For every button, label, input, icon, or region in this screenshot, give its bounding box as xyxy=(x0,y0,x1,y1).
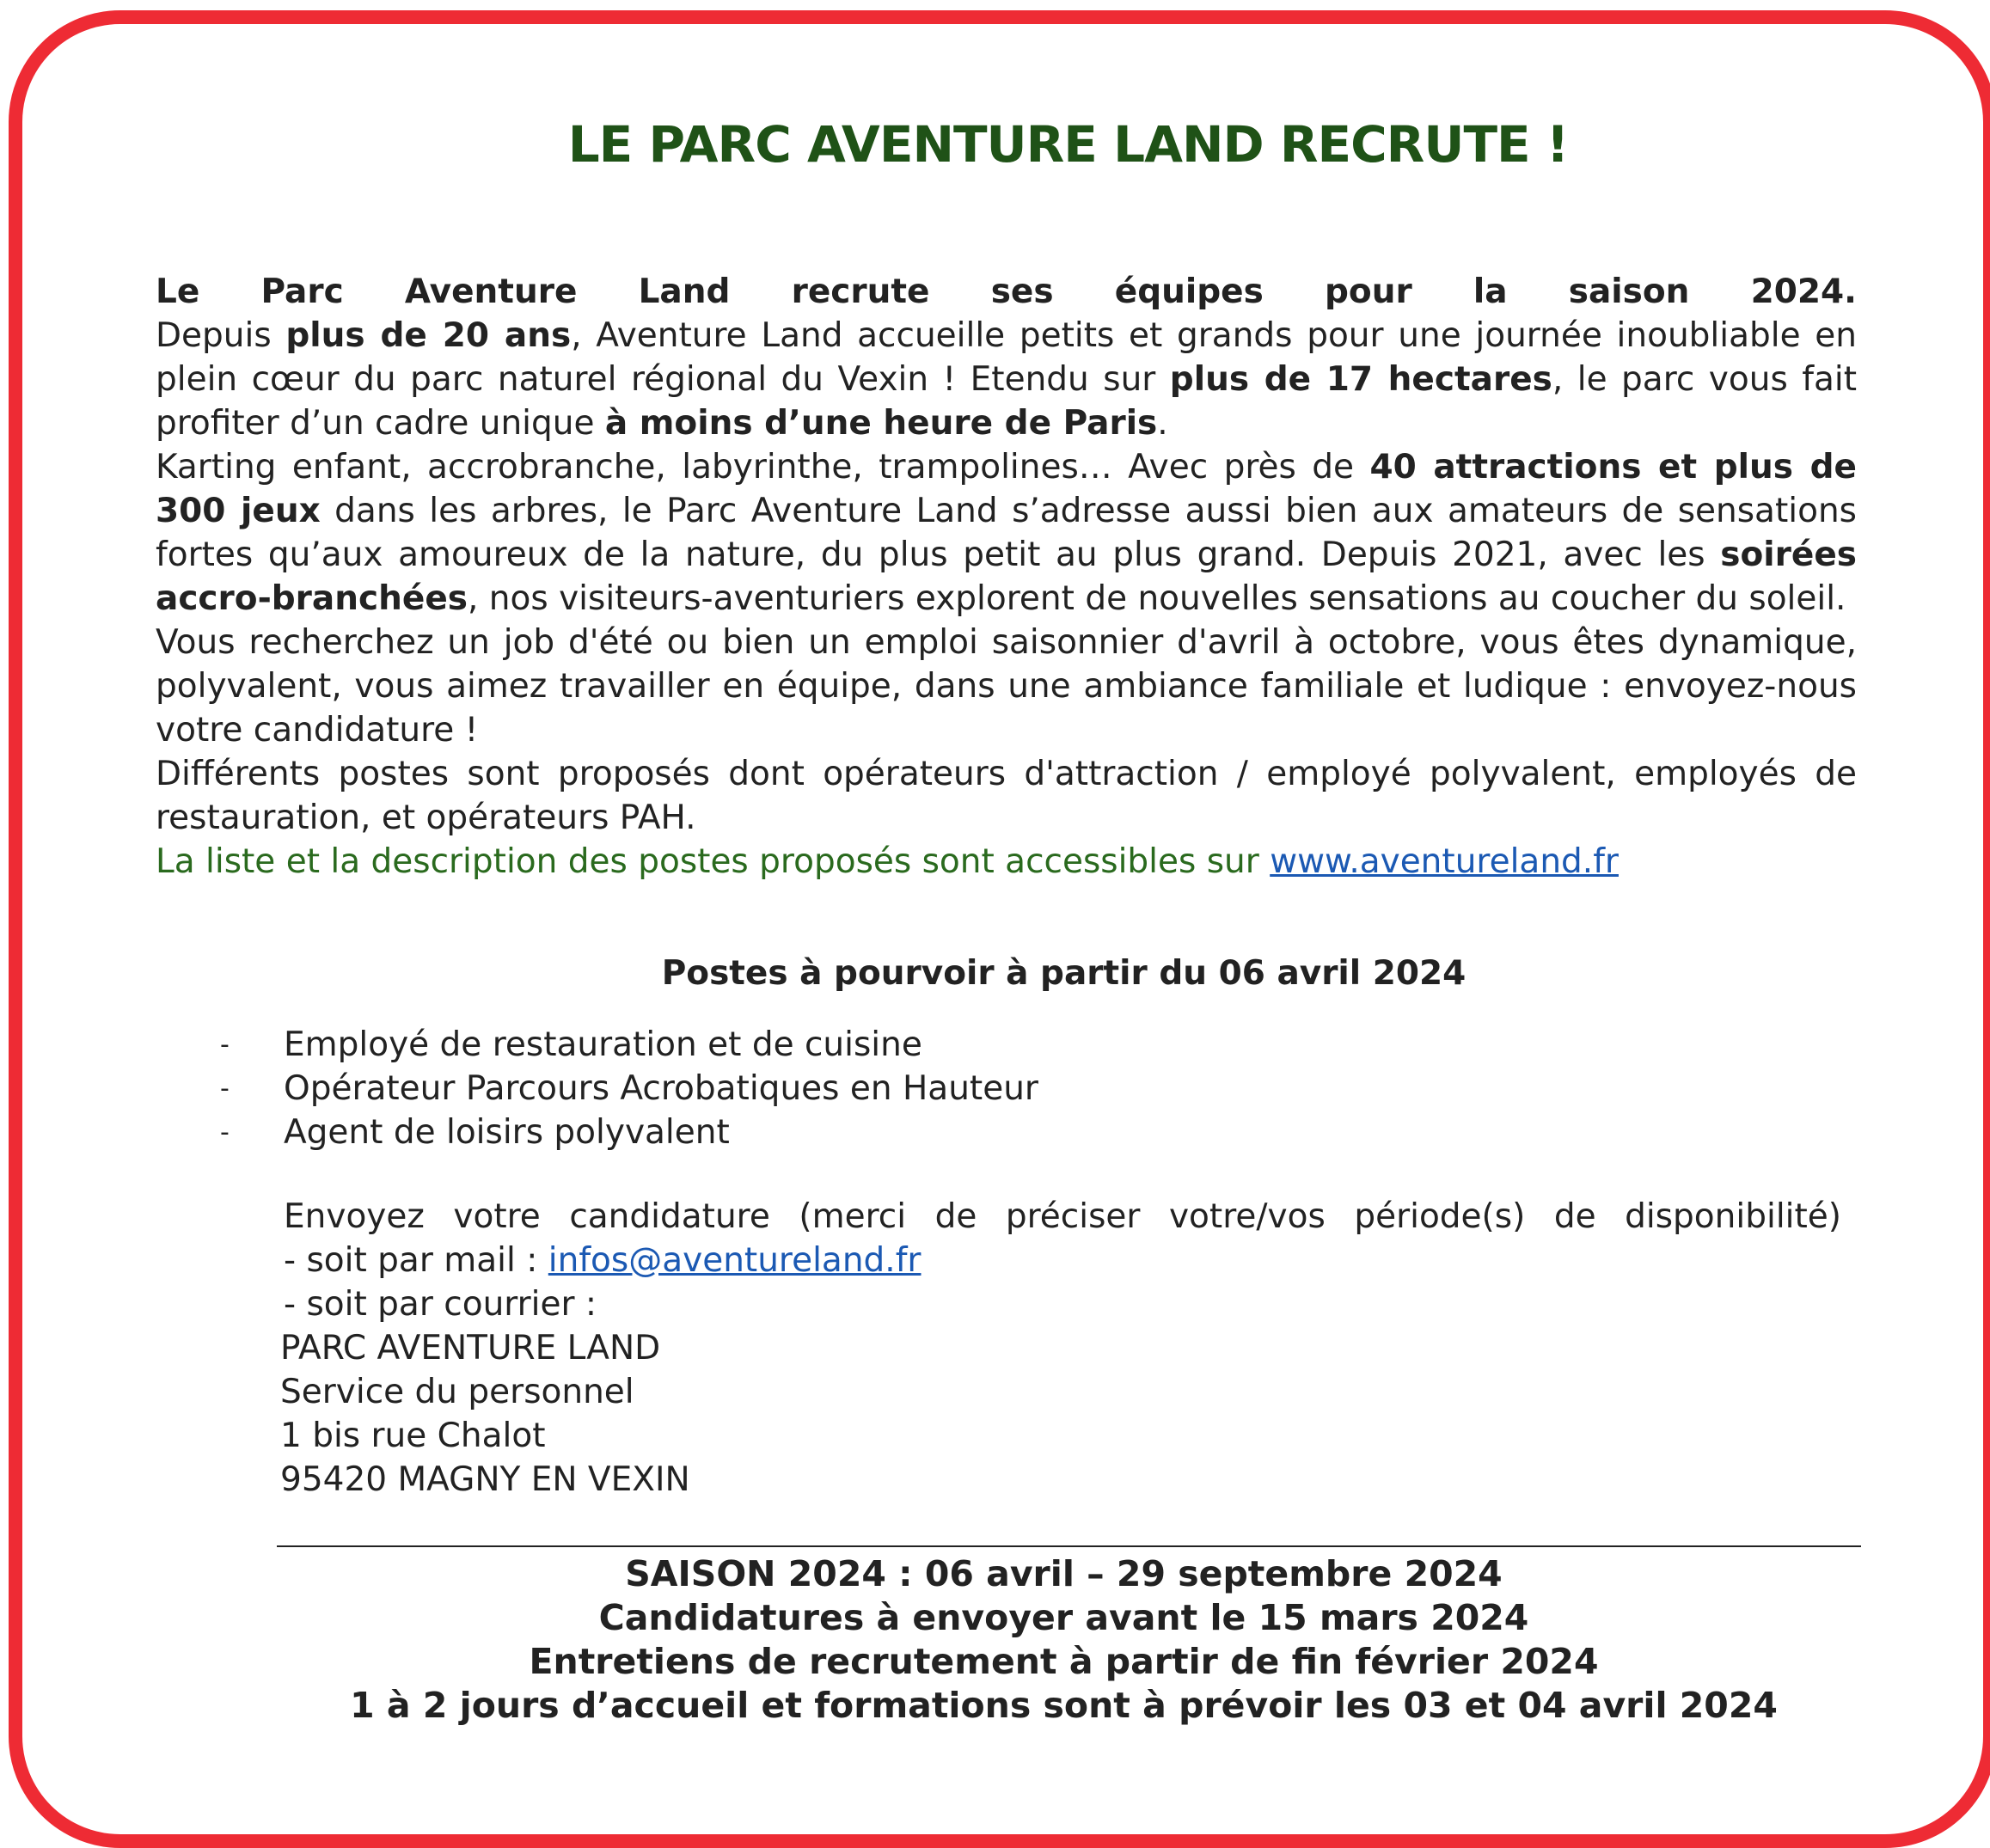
apply-by-post: - soit par courrier : xyxy=(284,1285,597,1324)
intro-paragraph-1: Depuis plus de 20 ans, Aventure Land accueille petits et grands pour une journée inoubliable en plein cœur du parc naturel régional du Vexin ! Etendu sur plus de 17 hectares, le parc vous fait profiter d’un cadre unique à moins d’une heure de Paris. xyxy=(156,316,1857,443)
interview-dates: Entretiens de recrutement à partir de fin février 2024 xyxy=(529,1641,1599,1682)
bullet-dash: - xyxy=(220,1117,230,1147)
apply-instructions: Envoyez votre candidature (merci de préciser votre/vos période(s) de disponibilité) xyxy=(284,1197,1841,1236)
list-item: - Employé de restauration et de cuisine xyxy=(220,1023,1038,1067)
application-deadline: Candidatures à envoyer avant le 15 mars 2024 xyxy=(598,1597,1529,1638)
website-link[interactable]: www.aventureland.fr xyxy=(1270,842,1619,881)
intro-paragraph-3: Vous recherchez un job d'été ou bien un emploi saisonnier d'avril à octobre, vous êtes dynamique, polyvalent, vous aimez travailler en équipe, dans une ambiance familiale et ludique : envoyez-nous votre candidature ! xyxy=(156,623,1857,750)
address-line: 1 bis rue Chalot xyxy=(280,1417,546,1455)
intro-paragraph-2: Karting enfant, accrobranche, labyrinthe, trampolines… Avec près de 40 attractions et plus de 300 jeux dans les arbres, le Parc Aventure Land s’adresse aussi bien aux amateurs de sensations fortes qu’aux amoureux de la nature, du plus petit au plus grand. Depuis 2021, avec les soirées accro-branchées, nos visiteurs-aventuriers explorent de nouvelles sensations au coucher du soleil. xyxy=(156,448,1857,618)
divider xyxy=(277,1545,1861,1547)
intro-paragraph-5: La liste et la description des postes proposés sont accessibles sur www.aventureland.fr xyxy=(156,842,1619,881)
apply-by-mail: - soit par mail : infos@aventureland.fr xyxy=(284,1241,922,1280)
season-info xyxy=(0,1552,1990,1728)
intro-line-1: Le Parc Aventure Land recrute ses équipes pour la saison 2024. xyxy=(156,272,1857,311)
address-line: Service du personnel xyxy=(280,1373,634,1411)
email-link[interactable]: infos@aventureland.fr xyxy=(548,1241,922,1280)
season-dates: SAISON 2024 : 06 avril – 29 septembre 2024 xyxy=(625,1553,1503,1594)
page-title: LE PARC AVENTURE LAND RECRUTE ! xyxy=(567,115,1569,174)
list-item: - Agent de loisirs polyvalent xyxy=(220,1111,1038,1154)
positions-heading: Postes à pourvoir à partir du 06 avril 2024 xyxy=(661,954,1466,993)
application-info xyxy=(280,1195,1841,1502)
bullet-dash: - xyxy=(220,1030,230,1060)
list-item: - Opérateur Parcours Acrobatiques en Hauteur xyxy=(220,1067,1038,1111)
positions-list xyxy=(220,1023,1038,1154)
bullet-dash: - xyxy=(220,1074,230,1104)
address-line: PARC AVENTURE LAND xyxy=(280,1329,661,1368)
intro-paragraph-4: Différents postes sont proposés dont opérateurs d'attraction / employé polyvalent, employés de restauration, et opérateurs PAH. xyxy=(156,755,1857,837)
intro-text xyxy=(156,270,1857,884)
address-line: 95420 MAGNY EN VEXIN xyxy=(280,1460,690,1499)
postal-address xyxy=(280,1326,1841,1502)
training-dates: 1 à 2 jours d’accueil et formations sont à prévoir les 03 et 04 avril 2024 xyxy=(350,1685,1778,1726)
